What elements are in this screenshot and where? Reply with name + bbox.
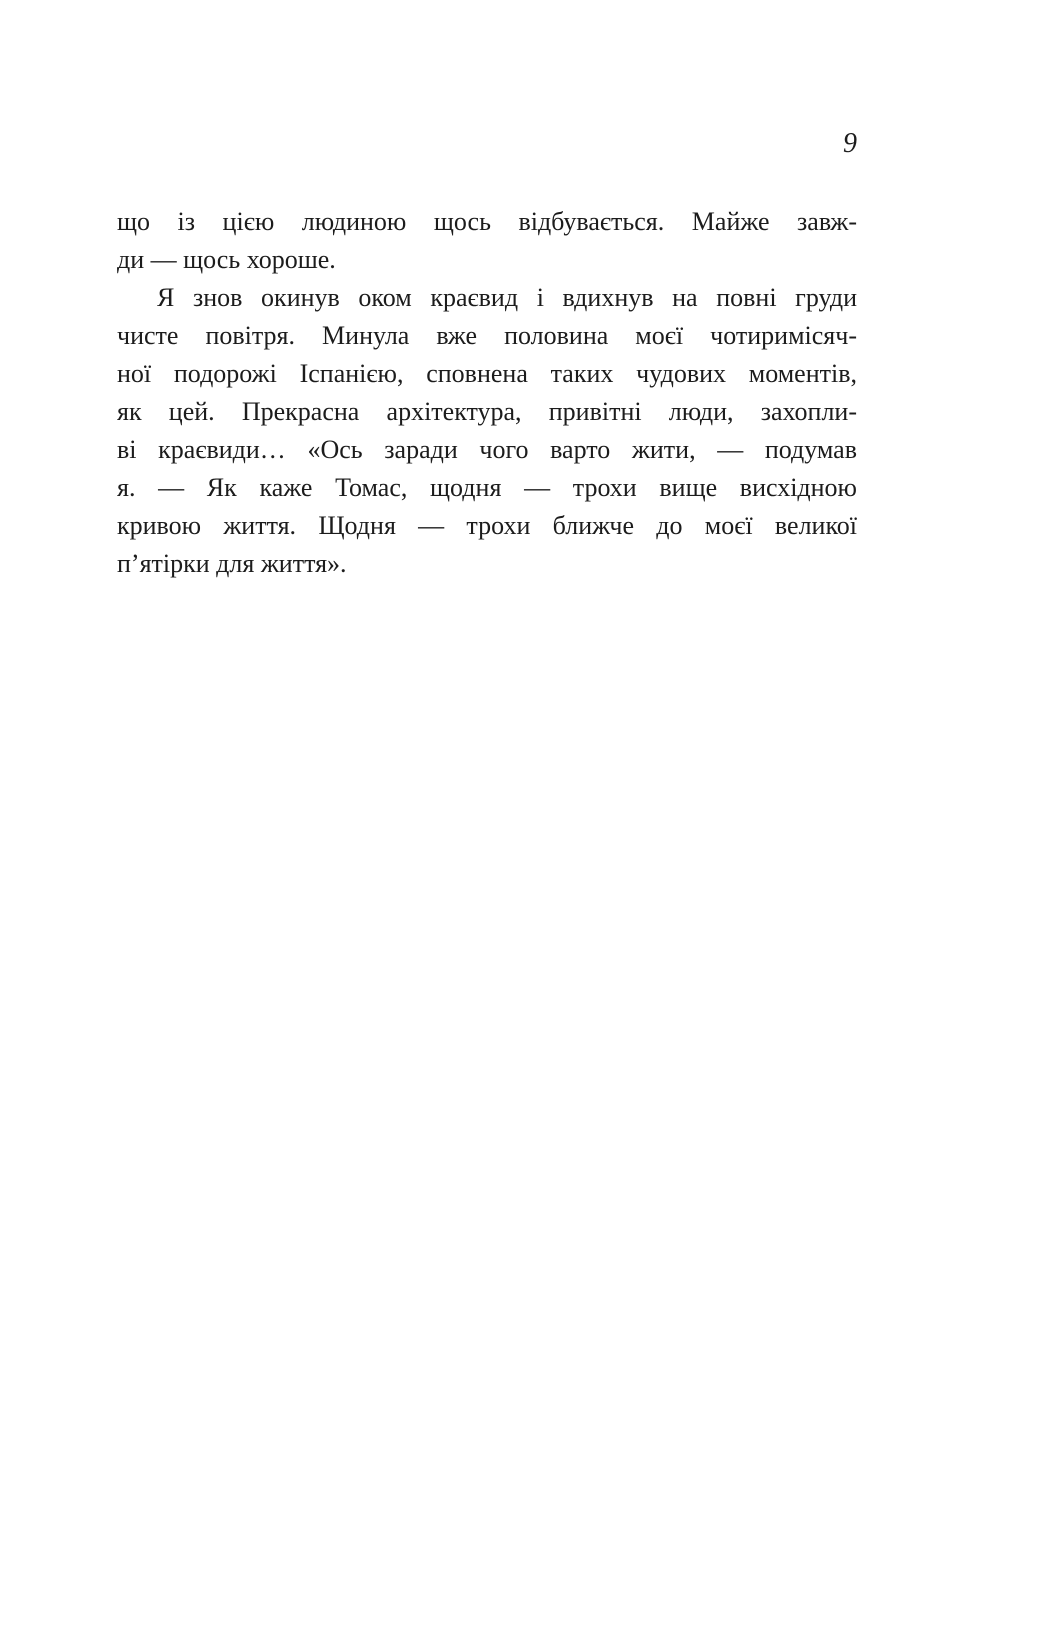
page-number: 9: [843, 128, 857, 159]
text-line-5: ної подорожі Іспанією, сповнена таких чудових моментів,: [117, 359, 857, 388]
text-line-7: ві краєвиди… «Ось заради чого варто жити, — подумав: [117, 435, 857, 464]
text-line-8: я. — Як каже Томас, щодня — трохи вище висхідною: [117, 473, 857, 502]
text-line-2: ди — щось хороше.: [117, 245, 336, 274]
page-text: [117, 203, 857, 583]
text-line-1: що із цією людиною щось відбувається. Майже завж-: [117, 207, 857, 236]
text-line-4: чисте повітря. Минула вже половина моєї чотиримісяч-: [117, 321, 857, 350]
text-line-6: як цей. Прекрасна архітектура, привітні люди, захопли-: [117, 397, 857, 426]
text-line-9: кривою життя. Щодня — трохи ближче до моєї великої: [117, 511, 857, 540]
text-line-10: п’ятірки для життя».: [117, 549, 347, 578]
text-line-3: Я знов окинув оком краєвид і вдихнув на повні груди: [157, 283, 857, 312]
